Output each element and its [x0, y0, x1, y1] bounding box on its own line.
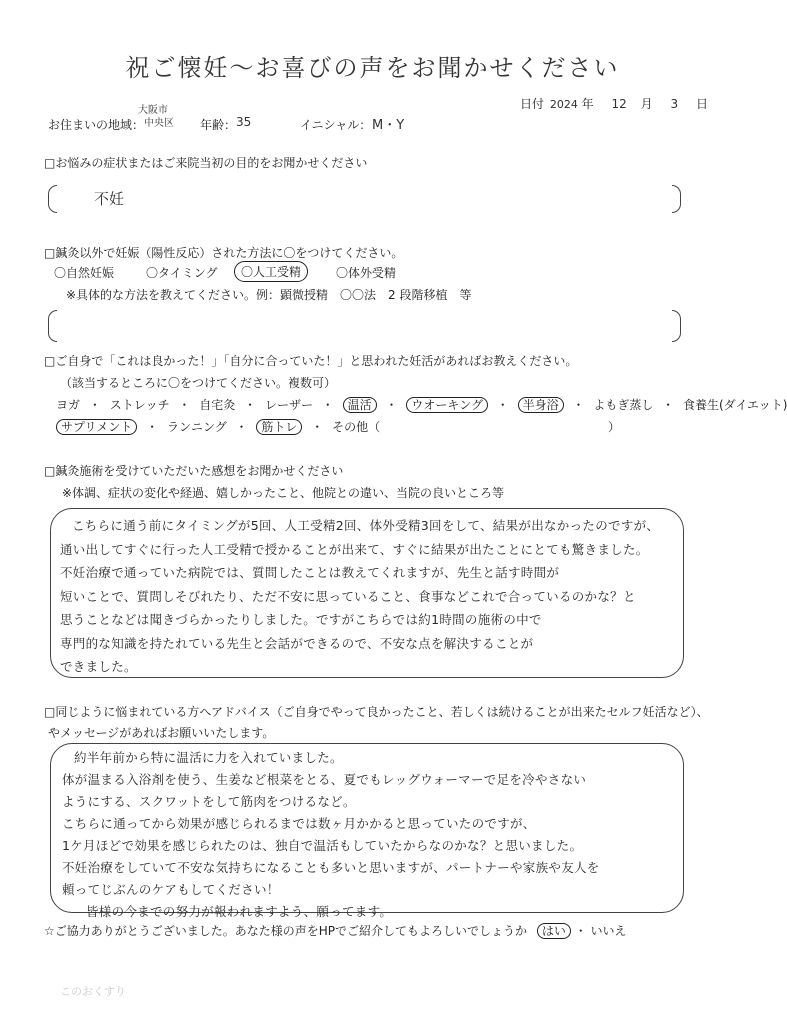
q4-line-5: 思うことなどは聞きづらかったりしました。ですがこちらでは約1時間の施術の中で [60, 612, 542, 627]
q2-bracket-left [48, 310, 57, 342]
footer-sep: ・ [574, 924, 587, 938]
date-day: 3 [670, 97, 679, 111]
age-value: 35 [236, 115, 252, 129]
q5-heading-line2: やメッセージがあればお願いいたします。 [48, 726, 275, 740]
q3-item-stretch: ストレッチ [109, 398, 170, 412]
q4-line-3: 不妊治療で通っていた病院では、質問したことは教えてくれますが、先生と話す時間が [60, 565, 560, 580]
q3-item-half-bath-circled: 半身浴 [518, 397, 564, 413]
q5-heading-line1: □同じように悩まれている方へアドバイス（ご自身でやって良かったこと、若しくは続けることが出来たセルフ妊活など）、 [44, 705, 709, 719]
q1-answer: 不妊 [94, 190, 125, 208]
footer-yes-circled: はい [537, 923, 571, 939]
q4-heading: □鍼灸施術を受けていただいた感想をお聞かせください [44, 464, 344, 478]
footer-text: ☆ご協力ありがとうございました。あなた様の声をHPでご紹介してもよろしいでしょうか [44, 924, 528, 938]
area-value-line2: 中央区 [144, 118, 174, 129]
q3-sep: ・ [321, 398, 334, 412]
q3-item-warming-circled: 温活 [343, 397, 377, 413]
q3-item-supplement-circled: サプリメント [56, 419, 137, 435]
q5-answer [62, 747, 600, 923]
q5-line-3: ようにする、スクワットをして筋肉をつけるなど。 [62, 794, 356, 809]
q4-line-1: こちらに通う前にタイミングが5回、人工受精2回、体外受精3回をして、結果が出なかったのですが、 [72, 518, 660, 533]
date-day-unit: 日 [695, 97, 708, 111]
area-label: お住まいの地域： [48, 118, 145, 132]
q4-line-7: できました。 [60, 659, 137, 674]
initial-label: イニシャル： [300, 118, 372, 132]
page-title: 祝ご懐妊～お喜びの声をお聞かせください [125, 54, 620, 82]
date-year-unit: 年 [581, 97, 594, 111]
area-value-line1: 大阪市 [138, 105, 168, 116]
faint-bleed-through-text: このおくすり [60, 985, 126, 998]
q3-sep: ・ [146, 420, 159, 434]
date-month-unit: 月 [640, 97, 653, 111]
q1-bracket-left [48, 185, 57, 213]
q1-heading: □お悩みの症状またはご来院当初の目的をお聞かせください [44, 156, 368, 170]
date-month: 12 [611, 97, 627, 111]
q3-item-laser: レーザー [264, 398, 313, 412]
q3-item-yomogi: よもぎ蒸し [593, 398, 654, 412]
q5-line-2: 体が温まる入浴剤を使う、生姜など根菜をとる、夏でもレッグウォーマーで足を冷やさない [62, 772, 587, 787]
q2-option-2: 〇タイミング [146, 266, 218, 280]
date-row [520, 95, 708, 112]
q3-item-home-moxa: 自宅灸 [199, 398, 236, 412]
age-label: 年齢： [200, 118, 237, 132]
initial-value: M・Y [372, 118, 405, 133]
q3-item-other: その他（ [332, 420, 381, 434]
q3-sep: ・ [496, 398, 509, 412]
q5-line-8: 皆様の今までの努力が報われますよう、願ってます。 [86, 904, 393, 919]
q4-line-4: 短いことで、質問しそびれたり、ただ不安に思っていること、食事などこれで合っているのかな？と [60, 588, 636, 604]
q5-line-7: 頼ってじぶんのケアもしてください！ [62, 882, 280, 897]
q2-heading: □鍼灸以外で妊娠（陽性反応）された方法に〇をつけてください。 [44, 246, 404, 260]
q1-bracket-right [672, 185, 681, 213]
q5-line-5: 1ケ月ほどで効果を感じられたのは、独自で温活もしていたからなのかな？と思いました。 [62, 838, 583, 853]
q2-option-4: 〇体外受精 [336, 266, 397, 280]
q3-sub: （該当するところに〇をつけてください。複数可） [60, 376, 337, 390]
date-year: 2024 [549, 98, 578, 111]
q5-line-1: 約半年前から特に温活に力を入れていました。 [74, 750, 343, 765]
q3-item-yoga: ヨガ [56, 398, 81, 412]
q3-sep: ・ [235, 420, 248, 434]
q4-line-6: 専門的な知識を持たれている先生と会話ができるので、不安な点を解決することが [60, 635, 534, 651]
q3-item-running: ランニング [166, 420, 227, 434]
date-label: 日付 [520, 97, 545, 111]
q2-option-1: 〇自然妊娠 [54, 266, 115, 280]
q3-sep: ・ [572, 398, 585, 412]
q3-heading: □ご自身で「これは良かった！」「自分に合っていた！」と思われた妊活があればお教えください。 [44, 354, 578, 368]
q4-answer [60, 514, 659, 679]
q3-sep: ・ [311, 420, 324, 434]
q2-note: ※具体的な方法を教えてください。例：顕微授精 〇〇法 2 段階移植 等 [66, 288, 472, 302]
q3-row1 [56, 396, 787, 413]
q2-bracket-right [672, 310, 681, 342]
q3-item-diet: 食養生(ダイエット) [683, 398, 787, 412]
q3-sep: ・ [178, 398, 191, 412]
area-value [138, 104, 174, 130]
q3-sep: ・ [662, 398, 675, 412]
q3-sep: ・ [385, 398, 398, 412]
q4-sub: ※体調、症状の変化や経過、嬉しかったこと、他院との違い、当院の良いところ等 [62, 486, 505, 500]
footer [44, 922, 627, 939]
footer-no: いいえ [590, 924, 627, 938]
q5-line-4: こちらに通ってから効果が感じられるまでは数ヶ月かかると思っていたのですが、 [62, 816, 536, 831]
q2-option-3-circled: 〇人工受精 [234, 261, 308, 282]
q5-line-6: 不妊治療をしていて不安な気持ちになることも多いと思いますが、パートナーや家族や友人を [62, 860, 600, 875]
q3-item-walking-circled: ウオーキング [406, 397, 488, 413]
q3-item-muscle-training-circled: 筋トレ [256, 419, 302, 435]
q3-sep: ・ [88, 398, 101, 412]
q3-sep: ・ [244, 398, 257, 412]
q3-other-close: ） [608, 420, 621, 434]
q3-row2 [56, 418, 380, 435]
q4-line-2: 通い出してすぐに行った人工受精で授かることが出来て、すぐに結果が出たことにとても驚きました。 [60, 541, 649, 557]
